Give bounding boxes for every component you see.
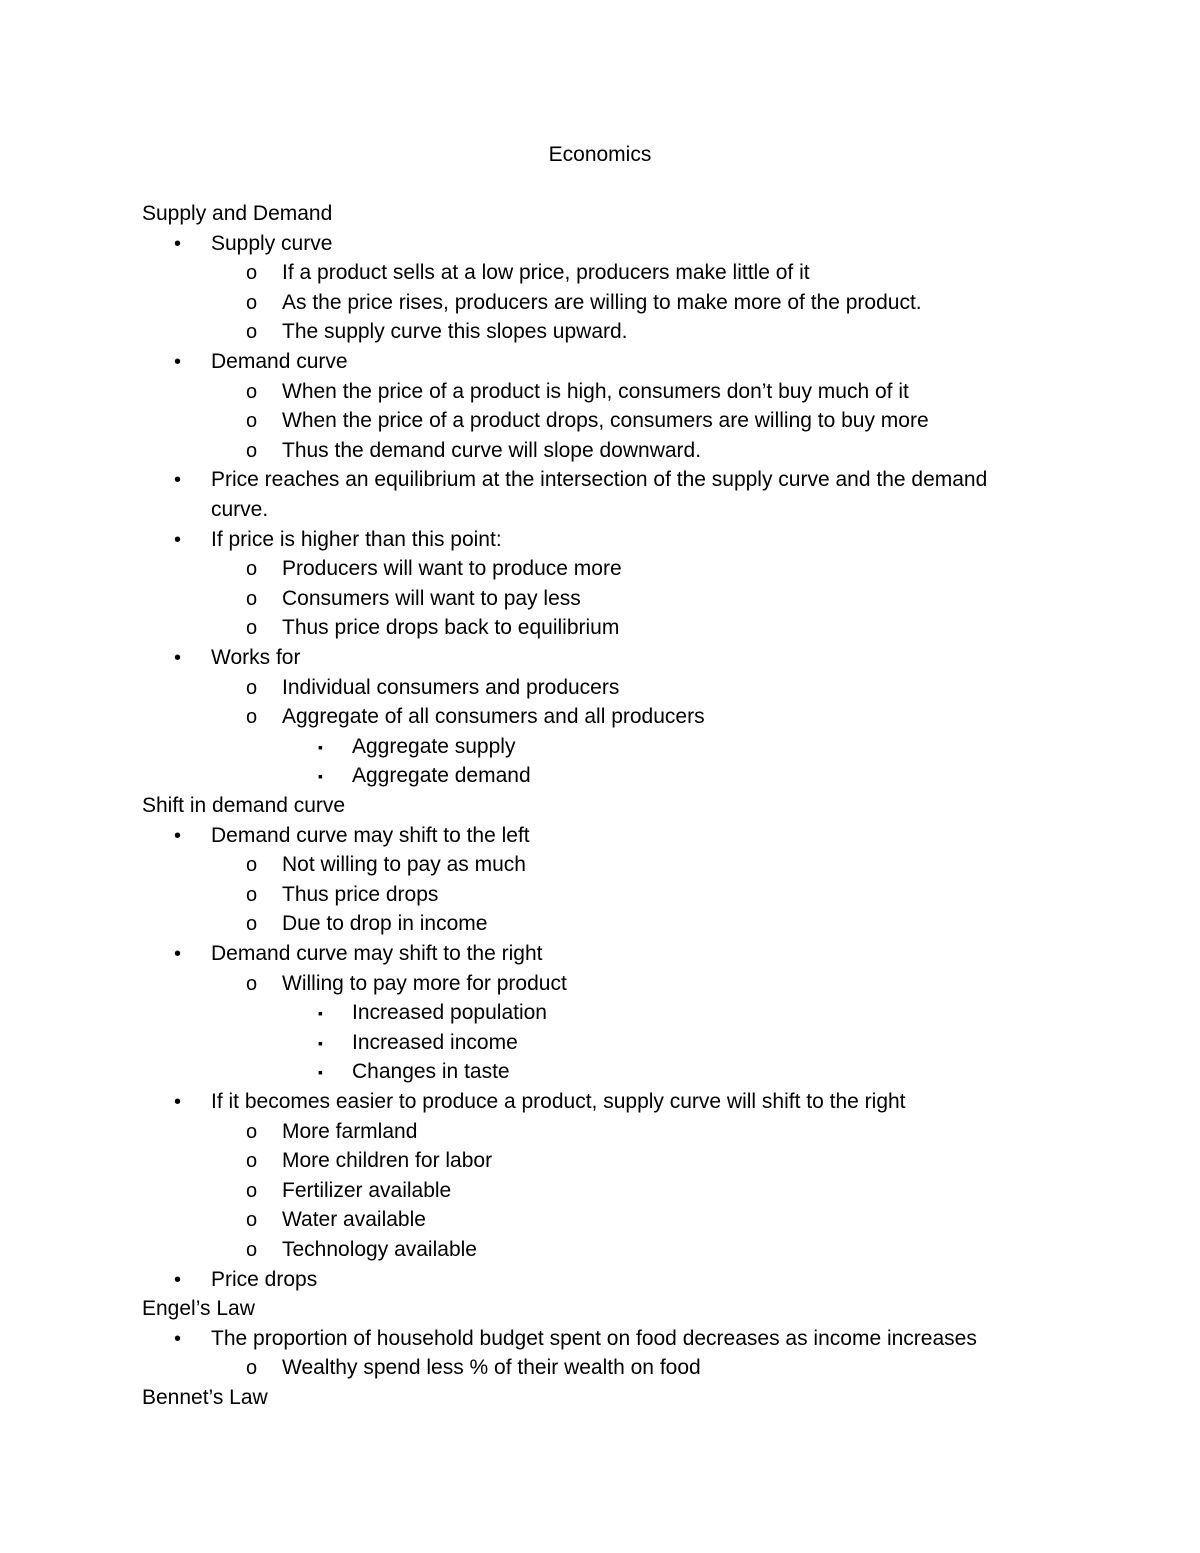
list-item-level-2: Thus price drops — [282, 883, 439, 906]
list-item-level-1: Works for — [211, 646, 301, 669]
list-item-level-2: More farmland — [282, 1120, 418, 1143]
list-item-level-2: Technology available — [282, 1238, 477, 1261]
bullet-marker-level-2: o — [246, 321, 258, 343]
list-item-level-3: Increased population — [352, 1001, 547, 1024]
bullet-marker-level-2: o — [246, 1180, 258, 1202]
section-heading: Shift in demand curve — [142, 794, 346, 817]
list-item-level-1: curve. — [211, 498, 269, 521]
bullet-marker-level-1: • — [174, 1091, 182, 1113]
document-title: Economics — [548, 143, 652, 166]
bullet-marker-level-2: o — [246, 410, 258, 432]
list-item-level-2: Not willing to pay as much — [282, 853, 526, 876]
list-item-level-2: Consumers will want to pay less — [282, 587, 581, 610]
bullet-marker-level-3: ▪ — [318, 1005, 323, 1021]
bullet-marker-level-1: • — [174, 1328, 182, 1350]
bullet-marker-level-2: o — [246, 1121, 258, 1143]
bullet-marker-level-2: o — [246, 262, 258, 284]
list-item-level-2: If a product sells at a low price, producers make little of it — [282, 261, 810, 284]
bullet-marker-level-2: o — [246, 1357, 258, 1379]
list-item-level-2: Aggregate of all consumers and all producers — [282, 705, 705, 728]
bullet-marker-level-2: o — [246, 292, 258, 314]
bullet-marker-level-1: • — [174, 825, 182, 847]
bullet-marker-level-2: o — [246, 558, 258, 580]
bullet-marker-level-2: o — [246, 440, 258, 462]
bullet-marker-level-1: • — [174, 469, 182, 491]
list-item-level-2: Thus the demand curve will slope downward. — [282, 439, 702, 462]
list-item-level-1: The proportion of household budget spent on food decreases as income increases — [211, 1327, 977, 1350]
list-item-level-2: As the price rises, producers are willing to make more of the product. — [282, 291, 922, 314]
list-item-level-2: Water available — [282, 1208, 426, 1231]
bullet-marker-level-1: • — [174, 351, 182, 373]
list-item-level-3: Aggregate supply — [352, 735, 516, 758]
list-item-level-2: Producers will want to produce more — [282, 557, 622, 580]
bullet-marker-level-1: • — [174, 647, 182, 669]
bullet-marker-level-2: o — [246, 973, 258, 995]
bullet-marker-level-2: o — [246, 913, 258, 935]
bullet-marker-level-2: o — [246, 854, 258, 876]
section-heading: Engel’s Law — [142, 1297, 255, 1320]
bullet-marker-level-1: • — [174, 529, 182, 551]
bullet-marker-level-2: o — [246, 884, 258, 906]
list-item-level-2: Wealthy spend less % of their wealth on food — [282, 1356, 701, 1379]
list-item-level-1: Demand curve may shift to the right — [211, 942, 543, 965]
section-heading: Bennet’s Law — [142, 1386, 268, 1409]
list-item-level-2: Fertilizer available — [282, 1179, 452, 1202]
bullet-marker-level-2: o — [246, 677, 258, 699]
list-item-level-1: If price is higher than this point: — [211, 528, 502, 551]
section-heading: Supply and Demand — [142, 202, 333, 225]
bullet-marker-level-2: o — [246, 1209, 258, 1231]
list-item-level-1: Demand curve may shift to the left — [211, 824, 530, 847]
list-item-level-2: When the price of a product is high, consumers don’t buy much of it — [282, 380, 909, 403]
list-item-level-2: More children for labor — [282, 1149, 493, 1172]
bullet-marker-level-3: ▪ — [318, 768, 323, 784]
list-item-level-1: Price drops — [211, 1268, 318, 1291]
list-item-level-2: Thus price drops back to equilibrium — [282, 616, 620, 639]
bullet-marker-level-2: o — [246, 588, 258, 610]
list-item-level-2: When the price of a product drops, consumers are willing to buy more — [282, 409, 929, 432]
bullet-marker-level-3: ▪ — [318, 739, 323, 755]
bullet-marker-level-3: ▪ — [318, 1064, 323, 1080]
bullet-marker-level-1: • — [174, 1269, 182, 1291]
list-item-level-2: Individual consumers and producers — [282, 676, 620, 699]
list-item-level-1: Price reaches an equilibrium at the intersection of the supply curve and the demand — [211, 468, 988, 491]
bullet-marker-level-2: o — [246, 706, 258, 728]
bullet-marker-level-1: • — [174, 233, 182, 255]
bullet-marker-level-2: o — [246, 381, 258, 403]
bullet-marker-level-3: ▪ — [318, 1035, 323, 1051]
bullet-marker-level-1: • — [174, 943, 182, 965]
bullet-marker-level-2: o — [246, 617, 258, 639]
list-item-level-3: Changes in taste — [352, 1060, 510, 1083]
list-item-level-2: Due to drop in income — [282, 912, 488, 935]
list-item-level-1: Supply curve — [211, 232, 333, 255]
list-item-level-1: If it becomes easier to produce a product, supply curve will shift to the right — [211, 1090, 906, 1113]
list-item-level-1: Demand curve — [211, 350, 348, 373]
list-item-level-3: Aggregate demand — [352, 764, 531, 787]
bullet-marker-level-2: o — [246, 1150, 258, 1172]
list-item-level-2: Willing to pay more for product — [282, 972, 567, 995]
bullet-marker-level-2: o — [246, 1239, 258, 1261]
list-item-level-2: The supply curve this slopes upward. — [282, 320, 628, 343]
list-item-level-3: Increased income — [352, 1031, 518, 1054]
